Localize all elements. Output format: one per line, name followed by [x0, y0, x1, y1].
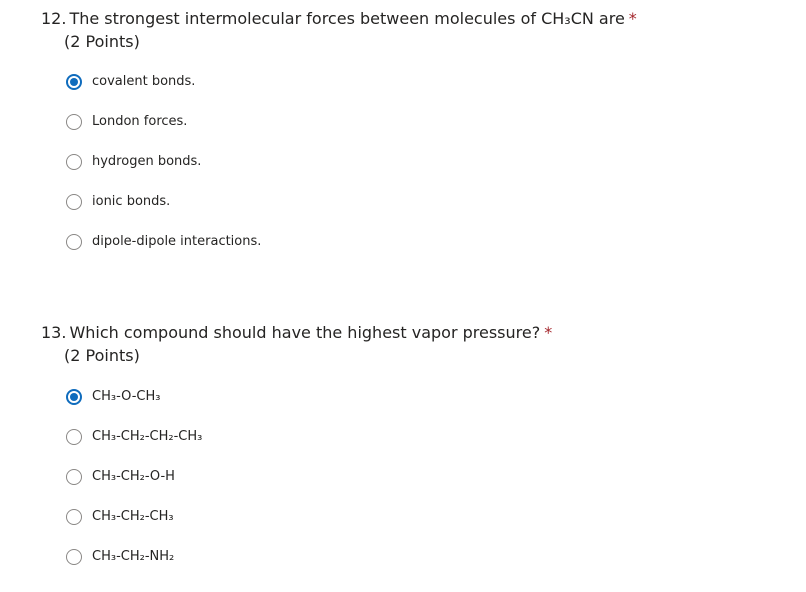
answer-option[interactable]	[66, 547, 174, 567]
radio-button[interactable]	[66, 469, 82, 485]
radio-button[interactable]	[66, 194, 82, 210]
answer-option[interactable]	[66, 387, 160, 407]
answer-option[interactable]	[66, 152, 201, 172]
question-number: 12.	[41, 9, 67, 28]
answer-option[interactable]	[66, 192, 170, 212]
option-label: dipole-dipole interactions.	[92, 234, 262, 249]
radio-button[interactable]	[66, 154, 82, 170]
answer-option[interactable]	[66, 467, 175, 487]
question-text: Which compound should have the highest vapor pressure?	[69, 323, 541, 342]
option-label: CH₃-CH₂-CH₂-CH₃	[92, 429, 203, 444]
radio-button[interactable]	[66, 234, 82, 250]
question-points: (2 Points)	[64, 32, 140, 51]
radio-button[interactable]	[66, 549, 82, 565]
option-label: hydrogen bonds.	[92, 154, 202, 169]
question-number: 13.	[41, 323, 67, 342]
required-asterisk: *	[628, 9, 637, 28]
option-label: ionic bonds.	[92, 194, 171, 209]
required-asterisk: *	[544, 323, 553, 342]
answer-option[interactable]	[66, 112, 187, 132]
radio-button-selected[interactable]	[66, 74, 82, 90]
question-text: The strongest intermolecular forces between molecules of CH₃CN are	[69, 9, 625, 28]
option-label: CH₃-CH₂-CH₃	[92, 509, 174, 524]
answer-option[interactable]	[66, 507, 174, 527]
question-title	[41, 8, 637, 30]
radio-button[interactable]	[66, 509, 82, 525]
option-label: CH₃-O-CH₃	[92, 389, 161, 404]
radio-button-selected[interactable]	[66, 389, 82, 405]
option-label: CH₃-CH₂-NH₂	[92, 549, 175, 564]
radio-button[interactable]	[66, 429, 82, 445]
question-title	[41, 322, 552, 344]
option-label: London forces.	[92, 114, 188, 129]
answer-option[interactable]	[66, 72, 195, 92]
option-label: covalent bonds.	[92, 74, 196, 89]
answer-option[interactable]	[66, 232, 261, 252]
radio-button[interactable]	[66, 114, 82, 130]
question-points: (2 Points)	[64, 346, 140, 365]
option-label: CH₃-CH₂-O-H	[92, 469, 175, 484]
answer-option[interactable]	[66, 427, 202, 447]
